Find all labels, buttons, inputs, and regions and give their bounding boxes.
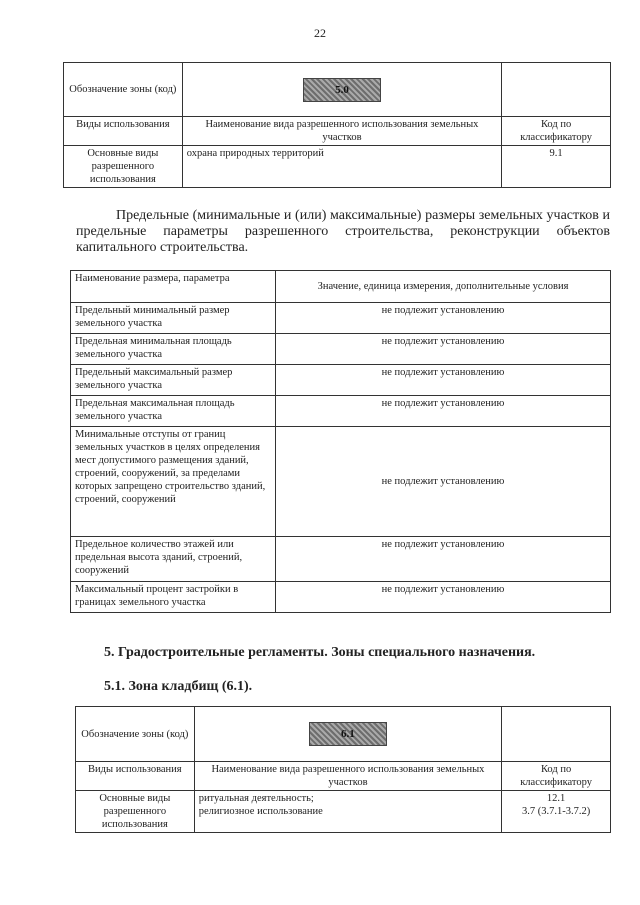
zone-label-cell: [76, 707, 195, 762]
table-row: [71, 537, 611, 582]
zone-table-2: [75, 706, 611, 833]
param-name: Максимальный процент застройки в границах земельного участка: [71, 582, 276, 613]
zone-code-cell: [182, 63, 501, 117]
types-label: Виды использования: [64, 117, 183, 146]
zone-label: Обозначение зоны (код): [81, 728, 189, 740]
table-row: [71, 396, 611, 427]
param-value: не подлежит установлению: [276, 365, 611, 396]
zone-label-cell: [64, 63, 183, 117]
zone-code-badge: 5.0: [303, 78, 381, 102]
use-name: ритуальная деятельность;: [198, 793, 314, 804]
main-types-label: Основные виды разрешенного использования: [76, 791, 195, 833]
use-code: 3.7 (3.7.1-3.7.2): [521, 806, 591, 817]
main-types-label: Основные виды разрешенного использования: [64, 146, 183, 188]
use-name: охрана природных территорий: [182, 146, 501, 188]
limits-paragraph: [76, 208, 610, 256]
zone-code-cell: [194, 707, 501, 762]
param-value: не подлежит установлению: [276, 334, 611, 365]
code-header: Код по классификатору: [502, 762, 611, 791]
name-header: Наименование вида разрешенного использования земельных участков: [182, 117, 501, 146]
zone-table-1: [63, 62, 611, 188]
param-name: Предельный максимальный размер земельного участка: [71, 365, 276, 396]
name-header: Наименование вида разрешенного использования земельных участков: [194, 762, 501, 791]
page-number: 22: [314, 26, 326, 40]
zone-label: Обозначение зоны (код): [69, 84, 177, 95]
types-label: Виды использования: [76, 762, 195, 791]
table-row: [71, 303, 611, 334]
subsection-heading: 5.1. Зона кладбищ (6.1).: [104, 679, 253, 694]
section-heading: 5. Градостроительные регламенты. Зоны специального назначения.: [104, 645, 536, 660]
param-name: Предельное количество этажей или предельная высота зданий, строений, сооружений: [71, 537, 276, 582]
use-code: 9.1: [502, 146, 611, 188]
parameters-table: [70, 270, 611, 613]
table-row: [71, 582, 611, 613]
param-value: не подлежит установлению: [276, 537, 611, 582]
params-header-right: Значение, единица измерения, дополнительные условия: [276, 271, 611, 303]
table-row: [71, 365, 611, 396]
table-row: [71, 334, 611, 365]
param-name: Предельный минимальный размер земельного участка: [71, 303, 276, 334]
params-header-left: Наименование размера, параметра: [71, 271, 276, 303]
param-name: Предельная минимальная площадь земельного участка: [71, 334, 276, 365]
param-name: Предельная максимальная площадь земельного участка: [71, 396, 276, 427]
param-value: не подлежит установлению: [276, 303, 611, 334]
zone-code-badge: 6.1: [309, 722, 387, 746]
param-value: не подлежит установлению: [276, 427, 611, 537]
param-value: не подлежит установлению: [276, 396, 611, 427]
use-name: религиозное использование: [198, 806, 323, 817]
use-names-cell: [194, 791, 501, 833]
use-code: 12.1: [546, 793, 566, 804]
limits-paragraph-text: Предельные (минимальные и (или) максимальные) размеры земельных участков и предельные параметры разрешенного строительства, реконструкции объектов капитального строительства.: [76, 208, 610, 255]
use-codes-cell: [502, 791, 611, 833]
code-header: Код по классификатору: [502, 117, 611, 146]
param-value: не подлежит установлению: [276, 582, 611, 613]
table-row: [71, 427, 611, 537]
param-name: Минимальные отступы от границ земельных участков в целях определения мест допустимого размещения зданий, строений, сооружений, за пределами которых запрещено строительство зданий, строений, сооружений: [71, 427, 276, 537]
